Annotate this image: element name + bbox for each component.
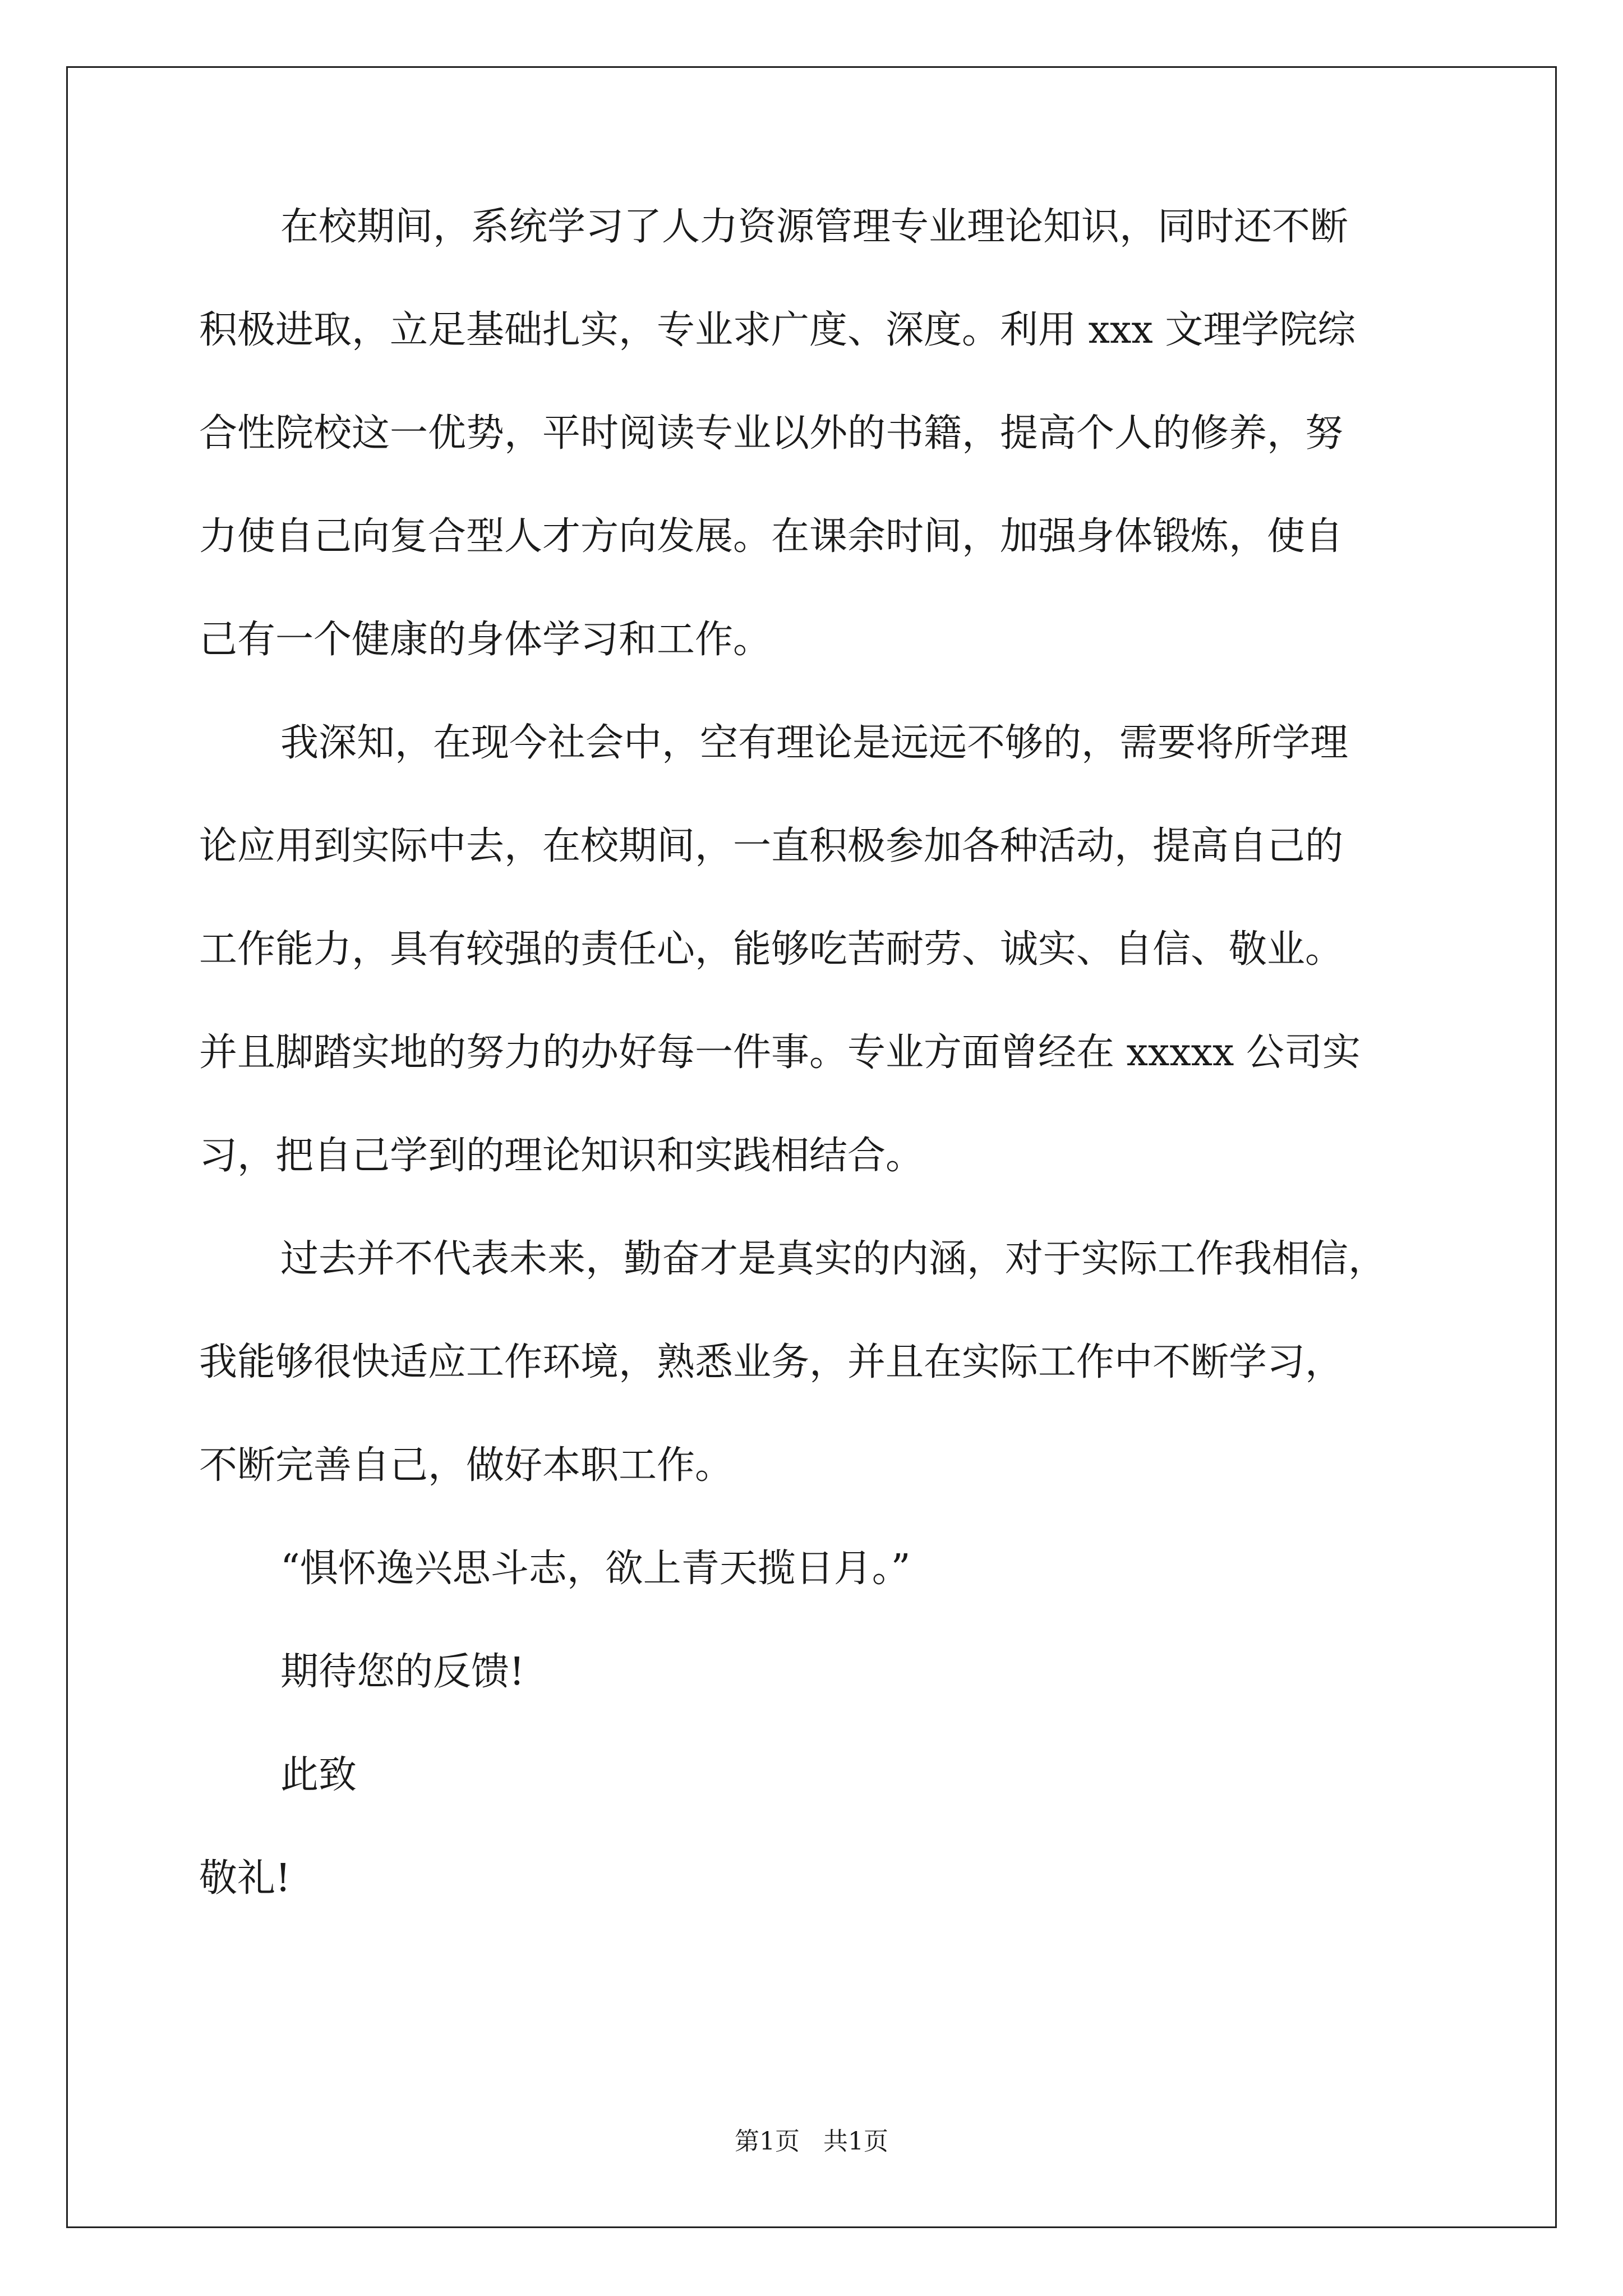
- text-line: 并且脚踏实地的努力的办好每一件事。专业方面曾经在 xxxxx 公司实: [199, 1030, 1361, 1075]
- paragraph-3: [199, 1231, 1450, 1494]
- paragraph-1: [199, 199, 1450, 668]
- closing-feedback: 期待您的反馈!: [280, 1650, 525, 1694]
- salutation: 敬礼!: [199, 1856, 291, 1901]
- text-line: 积极进取，立足基础扎实，专业求广度、深度。利用 xxx 文理学院综: [199, 308, 1356, 352]
- text-line: 在校期间，系统学习了人力资源管理专业理论知识，同时还不断: [280, 205, 1349, 249]
- page-footer: 第1页 共1页: [735, 2127, 888, 2156]
- text-line: 工作能力，具有较强的责任心，能够吃苦耐劳、诚实、自信、敬业。: [199, 927, 1344, 972]
- text-line: 论应用到实际中去，在校期间，一直积极参加各种活动，提高自己的: [199, 824, 1344, 868]
- text-line: 不断完善自己，做好本职工作。: [199, 1443, 734, 1488]
- text-line: 我深知，在现今社会中，空有理论是远远不够的，需要将所学理: [280, 721, 1349, 765]
- quote-line: “惧怀逸兴思斗志，欲上青天揽日月。”: [280, 1547, 911, 1591]
- text-line: 己有一个健康的身体学习和工作。: [199, 618, 772, 662]
- text-line: 合性院校这一优势，平时阅读专业以外的书籍，提高个人的修养，努: [199, 411, 1344, 455]
- text-line: 力使自己向复合型人才方向发展。在课余时间，加强身体锻炼，使自: [199, 514, 1344, 559]
- paragraph-2: [199, 715, 1450, 1184]
- text-line: 我能够很快适应工作环境，熟悉业务，并且在实际工作中不断学习，: [199, 1340, 1344, 1384]
- text-line: 过去并不代表未来，勤奋才是真实的内涵，对于实际工作我相信，: [280, 1237, 1387, 1281]
- text-line: 习，把自己学到的理论知识和实践相结合。: [199, 1134, 924, 1178]
- letter-body: [199, 199, 1450, 1907]
- closing-cizhi: 此致: [280, 1753, 357, 1797]
